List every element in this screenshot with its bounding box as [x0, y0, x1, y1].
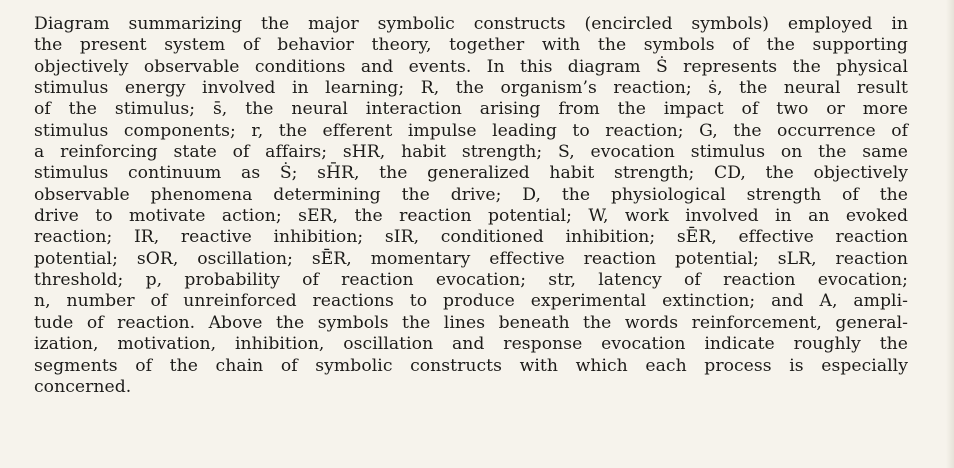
- caption-line-15: tude of reaction. Above the symbols the lines beneath the words reinforcement, general-: [34, 312, 908, 333]
- figure-caption: [34, 14, 908, 398]
- caption-line-2: the present system of behavior theory, together with the symbols of the supporting: [34, 35, 908, 56]
- caption-line-13: threshold; p, probability of reaction evocation; str, latency of reaction evocation;: [34, 270, 908, 291]
- caption-line-8: stimulus continuum as Ṡ; sH̄R, the generalized habit strength; CD, the objectively: [34, 163, 908, 184]
- caption-line-17: segments of the chain of symbolic constructs with which each process is especially: [34, 355, 908, 376]
- caption-line-1: Diagram summarizing the major symbolic constructs (encircled symbols) employed in: [34, 14, 908, 34]
- caption-line-4: stimulus energy involved in learning; R, the organism’s reaction; ṡ, the neural result: [34, 78, 908, 99]
- caption-line-11: reaction; IR, reactive inhibition; sIR, conditioned inhibition; sĒR, effective reaction: [34, 227, 908, 248]
- caption-line-12: potential; sOR, oscillation; sĒ̇R, momentary effective reaction potential; sLR, reaction: [34, 248, 908, 269]
- caption-line-9: observable phenomena determining the drive; D, the physiological strength of the: [34, 184, 908, 205]
- caption-line-14: n, number of unreinforced reactions to produce experimental extinction; and A, ampli-: [34, 291, 908, 312]
- page-edge-shadow: [946, 0, 954, 468]
- caption-line-10: drive to motivate action; sER, the reaction potential; W, work involved in an evoked: [34, 206, 908, 227]
- caption-line-7: a reinforcing state of affairs; sHR, habit strength; S, evocation stimulus on the same: [34, 142, 908, 163]
- caption-line-16: ization, motivation, inhibition, oscillation and response evocation indicate roughly the: [34, 334, 908, 355]
- caption-line-5: of the stimulus; s̄, the neural interaction arising from the impact of two or more: [34, 99, 908, 120]
- caption-line-3: objectively observable conditions and events. In this diagram Ṡ represents the physical: [34, 56, 908, 77]
- caption-line-18: concerned.: [34, 376, 132, 397]
- caption-line-6: stimulus components; r, the efferent impulse leading to reaction; G, the occurrence of: [34, 120, 908, 141]
